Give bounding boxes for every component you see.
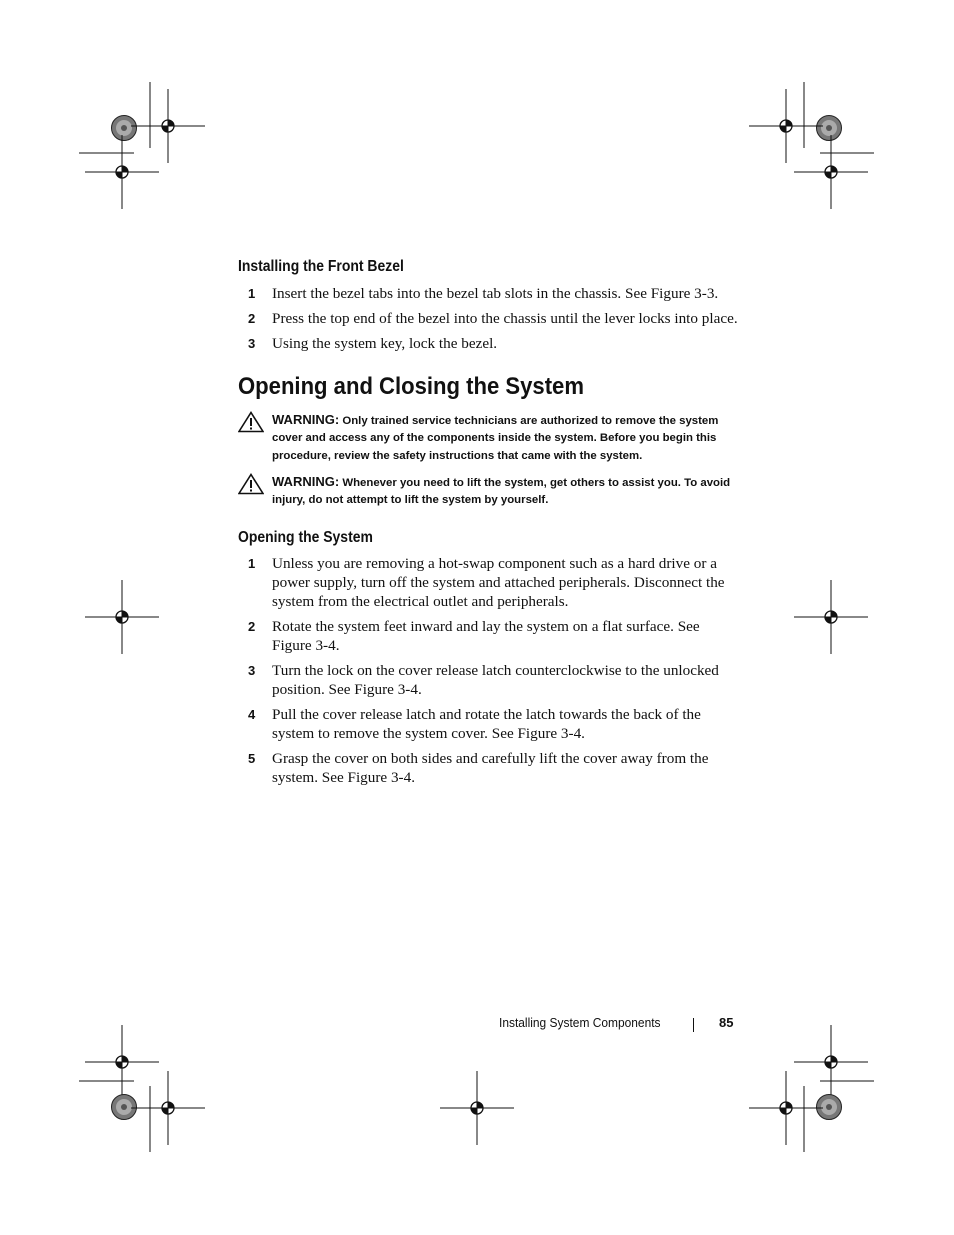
section-heading-opening: Opening the System: [238, 529, 373, 547]
step-number: 4: [248, 707, 256, 723]
step-number: 3: [248, 663, 256, 679]
step-text: Insert the bezel tabs into the bezel tab slots in the chassis. See Figure 3-3.: [272, 285, 719, 302]
step-text: Rotate the system feet inward and lay the system on a flat surface. See Figure 3-4.: [272, 618, 700, 655]
step-number: 2: [248, 619, 256, 635]
step-number: 1: [248, 556, 256, 572]
registration-mark-mid-left: [85, 580, 159, 654]
step-text: Grasp the cover on both sides and carefully lift the cover away from the system. See Figure 3-4.: [272, 750, 709, 787]
step-text: Pull the cover release latch and rotate the latch towards the back of the system to remove the system cover. See Figure 3-4.: [272, 706, 701, 743]
step-text: Turn the lock on the cover release latch counterclockwise to the unlocked position. See Figure 3-4.: [272, 662, 719, 699]
warning-text: Only trained service technicians are authorized to remove the system cover and access any of the components inside the system. Before you begin this procedure, review the safety instructions that came with the system.: [272, 415, 719, 462]
warning-callout: [238, 473, 738, 510]
warning-triangle-icon: [238, 411, 264, 433]
step-number: 5: [248, 751, 256, 767]
page-body: [238, 258, 738, 787]
list-item: [238, 749, 738, 787]
list-item: [238, 334, 738, 353]
section-heading-bezel: Installing the Front Bezel: [238, 258, 404, 275]
footer-chapter-title: Installing System Components: [499, 1015, 661, 1030]
warning-triangle-icon: [238, 473, 264, 495]
list-item: [238, 284, 738, 303]
step-text: Using the system key, lock the bezel.: [272, 335, 498, 352]
registration-mark-bottom-left: [79, 1025, 205, 1152]
page-title: Opening and Closing the System: [238, 373, 584, 400]
opening-steps: [238, 554, 738, 787]
list-item: [238, 705, 738, 743]
step-text: Press the top end of the bezel into the chassis until the lever locks into place.: [272, 310, 738, 327]
footer-divider: [693, 1018, 694, 1032]
registration-mark-bottom-right: [749, 1025, 874, 1152]
step-number: 2: [248, 311, 256, 326]
step-number: 3: [248, 336, 256, 351]
page-number: 85: [719, 1015, 734, 1030]
list-item: [238, 554, 738, 611]
warning-text: Whenever you need to lift the system, get others to assist you. To avoid injury, do not attempt to lift the system by yourself.: [272, 476, 731, 507]
list-item: [238, 309, 738, 328]
registration-mark-top-left: [79, 82, 205, 209]
warning-label: WARNING:: [272, 412, 340, 427]
registration-mark-bottom-center: [440, 1071, 514, 1145]
list-item: [238, 661, 738, 699]
bezel-steps: [238, 284, 738, 353]
warning-label: WARNING:: [272, 473, 340, 489]
list-item: [238, 617, 738, 655]
registration-mark-mid-right: [794, 580, 868, 654]
step-number: 1: [248, 286, 256, 301]
warning-callout: [238, 411, 738, 465]
step-text: Unless you are removing a hot-swap component such as a hard drive or a power supply, turn off the system and attached peripherals. Disconnect the system from the electrical outlet and peripherals.: [272, 555, 725, 611]
registration-mark-top-right: [749, 82, 874, 209]
